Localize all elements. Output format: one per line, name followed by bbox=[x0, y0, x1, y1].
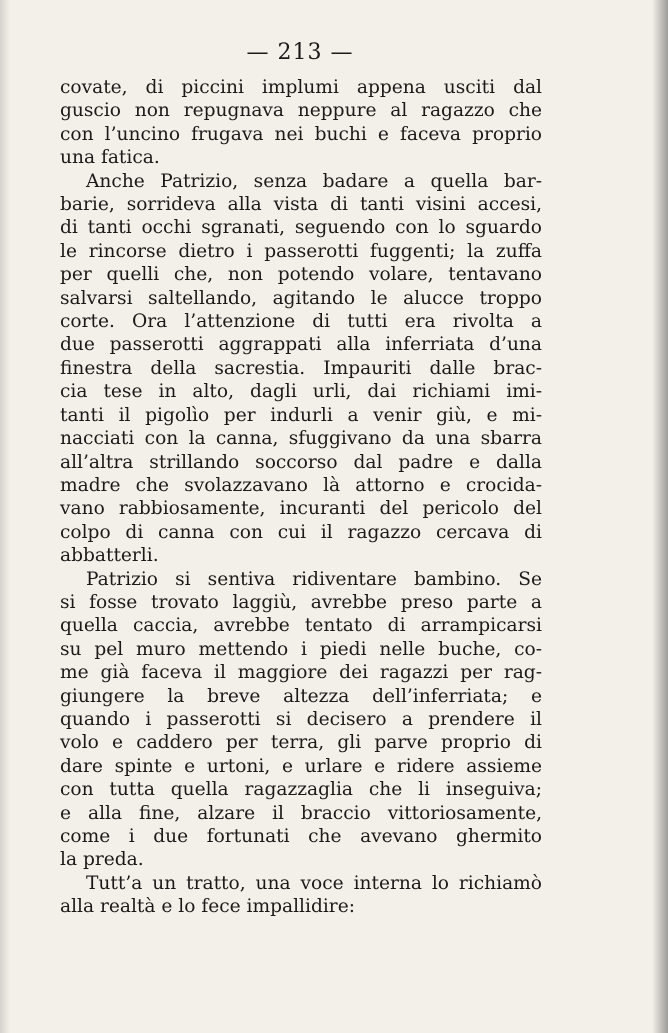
text-line: di tanti occhi sgranati, seguendo con lo sguardo bbox=[60, 217, 542, 239]
text-line: su pel muro mettendo i piedi nelle buche, co- bbox=[60, 638, 542, 660]
paragraph-1 bbox=[60, 76, 542, 170]
text-line: Anche Patrizio, senza badare a quella bar- bbox=[86, 170, 542, 192]
paragraph-2 bbox=[60, 170, 542, 568]
text-line: nacciati con la canna, sfuggivano da una sbarra bbox=[60, 428, 542, 450]
text-line: Tutt’a un tratto, una voce interna lo richiamò bbox=[86, 872, 542, 894]
text-line: abbatterli. bbox=[60, 545, 159, 567]
text-line: finestra della sacrestia. Impauriti dalle brac- bbox=[60, 357, 542, 379]
text-line: corte. Ora l’attenzione di tutti era rivolta a bbox=[60, 311, 542, 333]
page-number: — 213 — bbox=[246, 40, 354, 65]
body-text bbox=[60, 76, 542, 919]
text-line: due passerotti aggrappati alla inferriata d’una bbox=[60, 334, 542, 356]
text-line: alla realtà e lo fece impallidire: bbox=[60, 896, 355, 918]
text-line: madre che svolazzavano là attorno e crocida- bbox=[60, 474, 542, 496]
page-edge-shadow-left bbox=[0, 0, 10, 1033]
text-line: dare spinte e urtoni, e urlare e ridere assieme bbox=[60, 755, 542, 777]
text-line: quella caccia, avrebbe tentato di arrampicarsi bbox=[60, 615, 542, 637]
text-line: con tutta quella ragazzaglia che li inseguiva; bbox=[60, 779, 542, 801]
text-line: cia tese in alto, dagli urli, dai richiami imi- bbox=[60, 381, 542, 403]
text-line: si fosse trovato laggiù, avrebbe preso parte a bbox=[60, 591, 542, 613]
text-line: me già faceva il maggiore dei ragazzi per rag- bbox=[60, 662, 542, 684]
text-line: salvarsi saltellando, agitando le alucce troppo bbox=[60, 287, 542, 309]
text-line: giungere la breve altezza dell’inferriata; e bbox=[60, 685, 542, 707]
text-line: una fatica. bbox=[60, 147, 160, 169]
text-line: e alla fine, alzare il braccio vittoriosamente, bbox=[60, 802, 542, 824]
text-line: quando i passerotti si decisero a prendere il bbox=[60, 708, 542, 730]
text-line: le rincorse dietro i passerotti fuggenti; la zuffa bbox=[60, 240, 542, 262]
text-line: tanti il pigolìo per indurli a venir giù, e mi- bbox=[60, 404, 542, 426]
text-line: per quelli che, non potendo volare, tentavano bbox=[60, 264, 542, 286]
paragraph-3 bbox=[60, 568, 542, 872]
text-line: covate, di piccini implumi appena usciti dal bbox=[60, 77, 542, 98]
text-line: colpo di canna con cui il ragazzo cercava di bbox=[60, 521, 542, 543]
text-line: barie, sorrideva alla vista di tanti visini accesi, bbox=[60, 194, 542, 216]
text-line: all’altra strillando soccorso dal padre e dalla bbox=[60, 451, 542, 473]
text-line: come i due fortunati che avevano ghermito bbox=[60, 826, 542, 847]
text-line: vano rabbiosamente, incuranti del pericolo del bbox=[60, 498, 542, 520]
text-line: Patrizio si sentiva ridiventare bambino. Se bbox=[86, 568, 542, 590]
page-edge-shadow-right bbox=[652, 0, 668, 1033]
text-line: guscio non repugnava neppure al ragazzo che bbox=[60, 100, 542, 122]
paragraph-4 bbox=[60, 872, 542, 919]
text-line: con l’uncino frugava nei buchi e faceva proprio bbox=[60, 123, 542, 145]
text-line: la preda. bbox=[60, 849, 144, 871]
text-line: volo e caddero per terra, gli parve proprio di bbox=[60, 732, 542, 754]
